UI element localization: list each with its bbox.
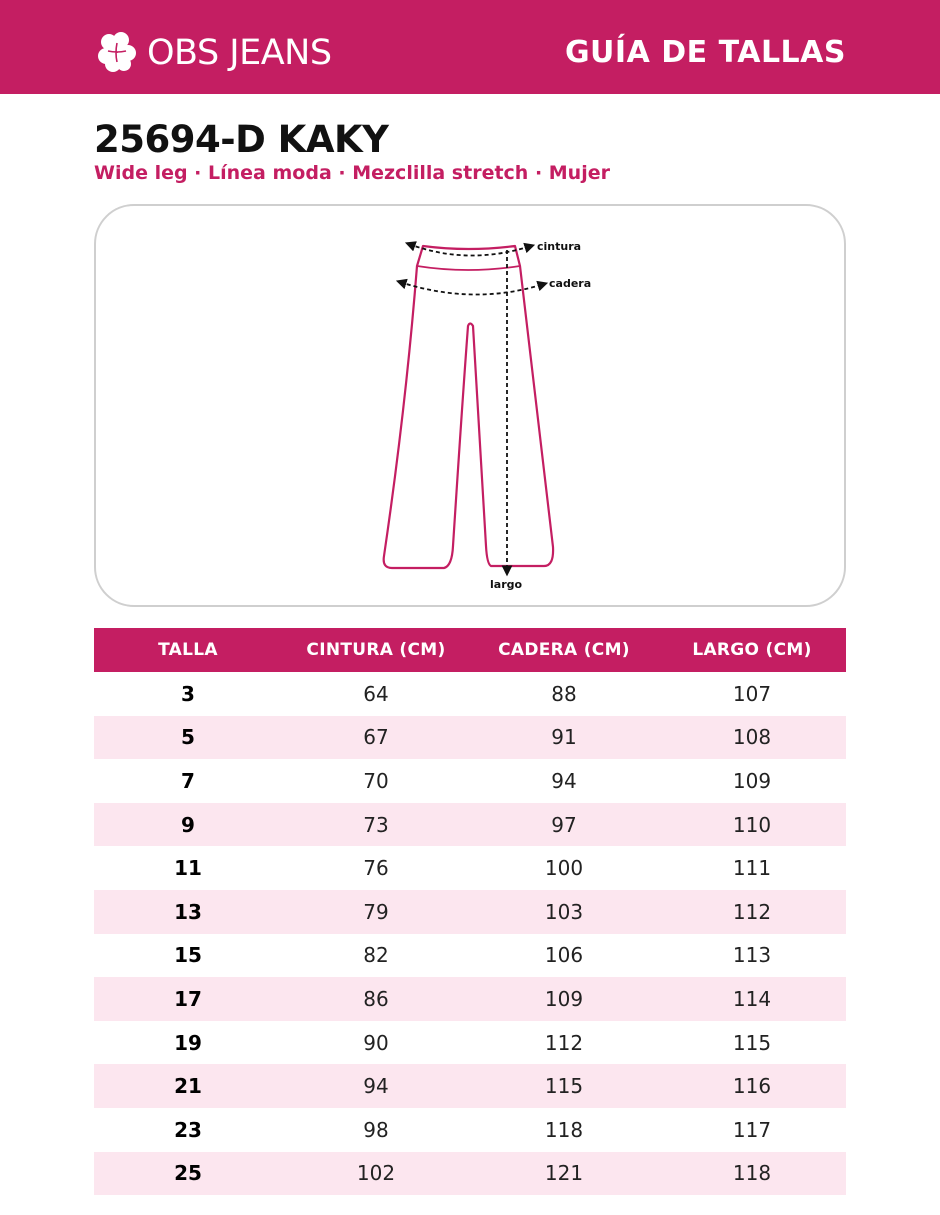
cell-cadera: 103 [470,890,658,934]
cell-cadera: 100 [544,856,584,881]
cell-cintura: 76 [363,856,389,881]
table-row [94,934,846,978]
cell-cadera: 118 [544,1117,584,1142]
page-header [0,0,940,94]
table-row [94,803,846,847]
cell-cintura: 90 [363,1030,389,1055]
guide-title: GUÍA DE TALLAS [564,35,846,70]
cell-cintura: 64 [363,681,389,706]
cell-talla: 13 [94,890,282,934]
waist-label: cintura [537,240,582,253]
brand-logo [95,30,332,76]
header-cadera: CADERA (CM) [470,628,658,672]
cell-cadera: 94 [551,768,577,793]
cell-cadera: 91 [470,716,658,760]
table-row [94,890,846,934]
cell-talla: 11 [174,856,202,881]
cell-largo: 114 [658,977,846,1021]
cell-largo: 111 [732,856,772,881]
cell-cadera: 115 [470,1064,658,1108]
cell-talla: 25 [94,1152,282,1196]
cell-talla: 3 [181,681,195,706]
cell-largo: 109 [732,768,772,793]
pants-outline [384,246,553,568]
cell-largo: 113 [732,943,772,968]
cell-cintura: 86 [282,977,470,1021]
pants-diagram [94,204,846,607]
cell-cintura: 79 [282,890,470,934]
pants-illustration [96,206,848,609]
cell-cadera: 112 [544,1030,584,1055]
cell-talla: 21 [94,1064,282,1108]
cell-cintura: 67 [282,716,470,760]
cell-cintura: 94 [282,1064,470,1108]
cell-cintura: 82 [363,943,389,968]
cell-cintura: 70 [363,768,389,793]
table-row [94,716,846,760]
header-largo: LARGO (CM) [658,628,846,672]
cell-largo: 108 [658,716,846,760]
cell-largo: 117 [732,1117,772,1142]
cell-talla: 9 [94,803,282,847]
table-row [94,977,846,1021]
cell-talla: 19 [174,1030,202,1055]
product-title: 25694-D KAKY [94,118,389,161]
cell-cadera: 97 [470,803,658,847]
cell-largo: 115 [732,1030,772,1055]
clover-logo-icon [95,31,139,75]
table-row [94,672,846,716]
size-table [94,628,846,1195]
cell-largo: 116 [658,1064,846,1108]
table-header-row [94,628,846,672]
brand-name: OBS JEANS [147,33,332,73]
table-row [94,1152,846,1196]
header-talla: TALLA [94,628,282,672]
cell-talla: 5 [94,716,282,760]
cell-talla: 7 [181,768,195,793]
cell-cadera: 88 [551,681,577,706]
product-subtitle: Wide leg · Línea moda · Mezclilla stretch · Mujer [94,162,610,184]
hip-label: cadera [549,277,592,290]
table-row [94,1108,846,1152]
table-row [94,1064,846,1108]
table-row [94,759,846,803]
cell-largo: 118 [658,1152,846,1196]
cell-largo: 107 [732,681,772,706]
cell-talla: 23 [174,1117,202,1142]
cell-largo: 112 [658,890,846,934]
cell-cintura: 102 [282,1152,470,1196]
cell-talla: 15 [174,943,202,968]
header-cintura: CINTURA (CM) [282,628,470,672]
cell-largo: 110 [658,803,846,847]
table-row [94,846,846,890]
cell-cadera: 109 [470,977,658,1021]
cell-cadera: 121 [470,1152,658,1196]
cell-cadera: 106 [544,943,584,968]
cell-talla: 17 [94,977,282,1021]
table-row [94,1021,846,1065]
cell-cintura: 73 [282,803,470,847]
cell-cintura: 98 [363,1117,389,1142]
length-label: largo [490,578,523,591]
